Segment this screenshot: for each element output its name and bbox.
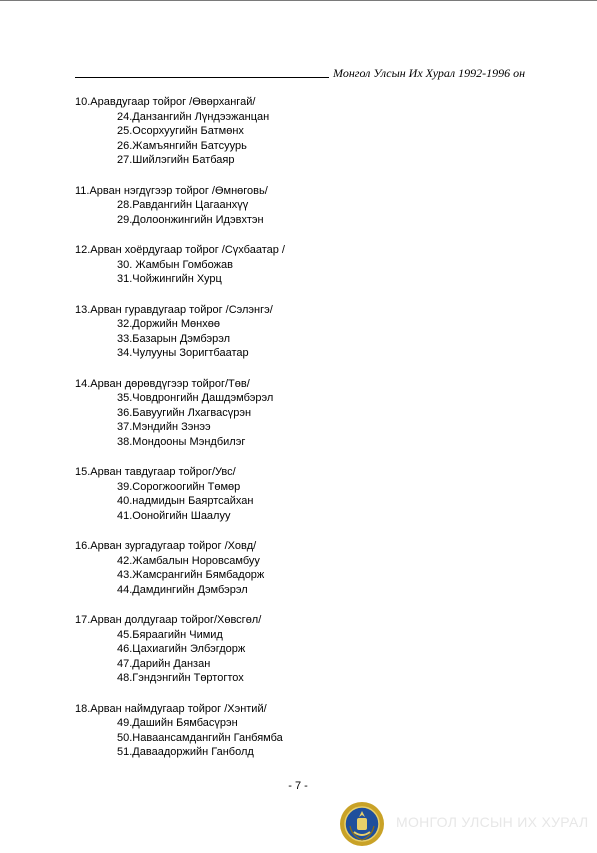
member-name: 36.Бавуугийн Лхагвасүрэн [117,406,252,419]
district-title: 14.Арван дөрөвдүгээр тойрог/Төв/ [75,377,250,390]
district-title: 13.Арван гуравдугаар тойрог /Сэлэнгэ/ [75,303,273,316]
member-name: 25.Осорхуугийн Батмөнх [117,125,244,137]
state-emblem-icon [338,800,386,848]
member-name: 46.Цахиагийн Элбэгдорж [117,643,246,655]
member-name: 32.Доржийн Мөнхөө [117,318,220,330]
member-name: 44.Дамдингийн Дэмбэрэл [117,583,248,596]
page-number: - 7 - [288,780,308,792]
district-block [75,613,535,686]
district-title: 12.Арван хоёрдугаар тойрог /Сүхбаатар / [75,244,285,256]
district-title: 17.Арван долдугаар тойрог/Хөвсгөл/ [75,614,262,626]
member-name: 26.Жамъянгийн Батсуурь [117,139,247,152]
member-name: 30. Жамбын Гомбожав [117,258,233,271]
district-block [75,95,535,168]
district-title: 18.Арван наймдугаар тойрог /Хэнтий/ [75,702,267,715]
member-name: 31.Чойжингийн Хурц [117,273,222,285]
member-name: 41.Оонойгийн Шаалуу [117,509,231,522]
district-block [75,465,535,523]
top-border-line [0,0,597,1]
district-block [75,377,535,450]
member-name: 42.Жамбалын Норовсамбуу [117,554,260,567]
district-title: 16.Арван зургадугаар тойрог /Ховд/ [75,540,257,552]
member-name: 47.Дарийн Данзан [117,657,211,670]
member-name: 24.Данзангийн Лүндээжанцан [117,110,270,123]
member-name: 38.Мондооны Мэндбилэг [117,435,246,448]
district-title: 10.Аравдугаар тойрог /Өвөрхангай/ [75,96,256,108]
district-block [75,702,535,760]
district-title: 15.Арван тавдугаар тойрог/Увс/ [75,466,236,478]
member-name: 29.Долоонжингийн Идэвхтэн [117,213,264,226]
member-name: 39.Сорогжоогийн Төмөр [117,480,241,493]
district-block [75,184,535,228]
member-name: 40.надмидын Баяртсайхан [117,495,254,507]
member-name: 50.Наваансамдангийн Ганбямба [117,731,283,744]
member-name: 37.Мэндийн Зэнээ [117,421,211,433]
member-name: 28.Равдангийн Цагаанхүү [117,199,249,211]
running-header [75,66,525,82]
district-block [75,539,535,597]
member-name: 35.Човдронгийн Дашдэмбэрэл [117,392,274,404]
member-name: 51.Даваадоржийн Ганболд [117,746,254,758]
footer-wordmark: МОНГОЛ УЛСЫН ИХ ХУРАЛ [396,814,589,830]
member-name: 33.Базарын Дэмбэрэл [117,332,231,345]
district-block [75,303,535,361]
header-rule [75,77,329,78]
member-name: 43.Жамсрангийн Бямбадорж [117,569,265,581]
member-name: 48.Гэндэнгийн Төртогтох [117,672,244,684]
district-list [75,95,535,776]
district-title: 11.Арван нэгдүгээр тойрог /Өмнөговь/ [75,184,268,197]
header-title: Монгол Улсын Их Хурал 1992-1996 он [333,66,526,80]
member-name: 49.Дашийн Бямбасүрэн [117,717,238,729]
member-name: 27.Шийлэгийн Батбаяр [117,154,235,166]
member-name: 34.Чулууны Зоригтбаатар [117,347,249,359]
district-block [75,243,535,287]
member-name: 45.Бяраагийн Чимид [117,628,223,641]
